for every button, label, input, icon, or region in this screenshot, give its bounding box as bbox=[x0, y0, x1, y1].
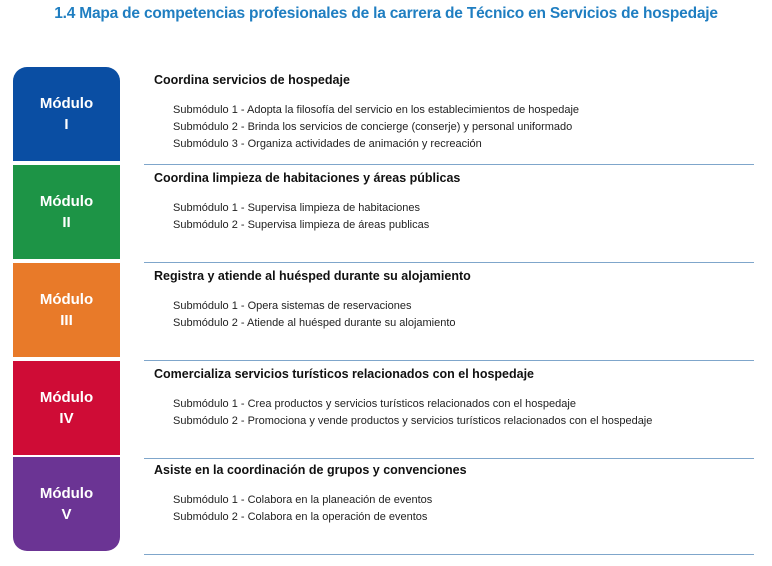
module-content-3 bbox=[144, 263, 754, 361]
module-badge-3 bbox=[13, 263, 120, 357]
submodule-item: Submódulo 1 - Supervisa limpieza de habitaciones bbox=[173, 202, 421, 214]
module-heading: Coordina servicios de hospedaje bbox=[154, 73, 350, 87]
module-badge-4 bbox=[13, 361, 120, 455]
module-badge-label: Módulo bbox=[39, 193, 94, 210]
module-heading: Registra y atiende al huésped durante su alojamiento bbox=[154, 269, 471, 283]
page-title: 1.4 Mapa de competencias profesionales de la carrera de Técnico en Servicios de hospedaje bbox=[54, 5, 718, 22]
module-heading: Asiste en la coordinación de grupos y convenciones bbox=[154, 463, 467, 477]
submodule-item: Submódulo 1 - Crea productos y servicios turísticos relacionados con el hospedaje bbox=[173, 398, 576, 410]
submodule-list bbox=[173, 492, 432, 526]
submodule-item: Submódulo 3 - Organiza actividades de animación y recreación bbox=[173, 138, 482, 150]
submodule-item: Submódulo 2 - Supervisa limpieza de áreas publicas bbox=[173, 219, 430, 231]
module-badge-numeral: IV bbox=[59, 410, 74, 427]
submodule-list bbox=[173, 102, 579, 153]
submodule-item: Submódulo 1 - Colabora en la planeación de eventos bbox=[173, 494, 433, 506]
submodule-list bbox=[173, 396, 652, 430]
submodule-list bbox=[173, 200, 429, 234]
module-badge-2 bbox=[13, 165, 120, 259]
module-content-1 bbox=[144, 67, 754, 165]
module-badge-numeral: V bbox=[61, 506, 72, 523]
module-badge-label: Módulo bbox=[39, 291, 94, 308]
module-badge-1 bbox=[13, 67, 120, 161]
module-badge-label: Módulo bbox=[39, 485, 94, 502]
submodule-list bbox=[173, 298, 456, 332]
submodule-item: Submódulo 2 - Colabora en la operación de eventos bbox=[173, 511, 428, 523]
module-badge-5 bbox=[13, 457, 120, 551]
submodule-item: Submódulo 2 - Promociona y vende productos y servicios turísticos relacionados con el hospedaje bbox=[173, 415, 653, 427]
submodule-item: Submódulo 2 - Atiende al huésped durante su alojamiento bbox=[173, 317, 456, 329]
module-badge-numeral: I bbox=[64, 116, 69, 133]
module-content-2 bbox=[144, 165, 754, 263]
module-heading: Coordina limpieza de habitaciones y áreas públicas bbox=[154, 171, 461, 185]
module-badge-numeral: III bbox=[60, 312, 73, 329]
module-content-5 bbox=[144, 457, 754, 555]
submodule-item: Submódulo 1 - Adopta la filosofía del servicio en los establecimientos de hospedaje bbox=[173, 104, 580, 116]
module-content-4 bbox=[144, 361, 754, 459]
module-badge-numeral: II bbox=[62, 214, 71, 231]
submodule-item: Submódulo 1 - Opera sistemas de reservaciones bbox=[173, 300, 412, 312]
module-badge-label: Módulo bbox=[39, 389, 94, 406]
module-heading: Comercializa servicios turísticos relacionados con el hospedaje bbox=[154, 367, 535, 381]
submodule-item: Submódulo 2 - Brinda los servicios de concierge (conserje) y personal uniformado bbox=[173, 121, 573, 133]
module-badge-label: Módulo bbox=[39, 95, 94, 112]
